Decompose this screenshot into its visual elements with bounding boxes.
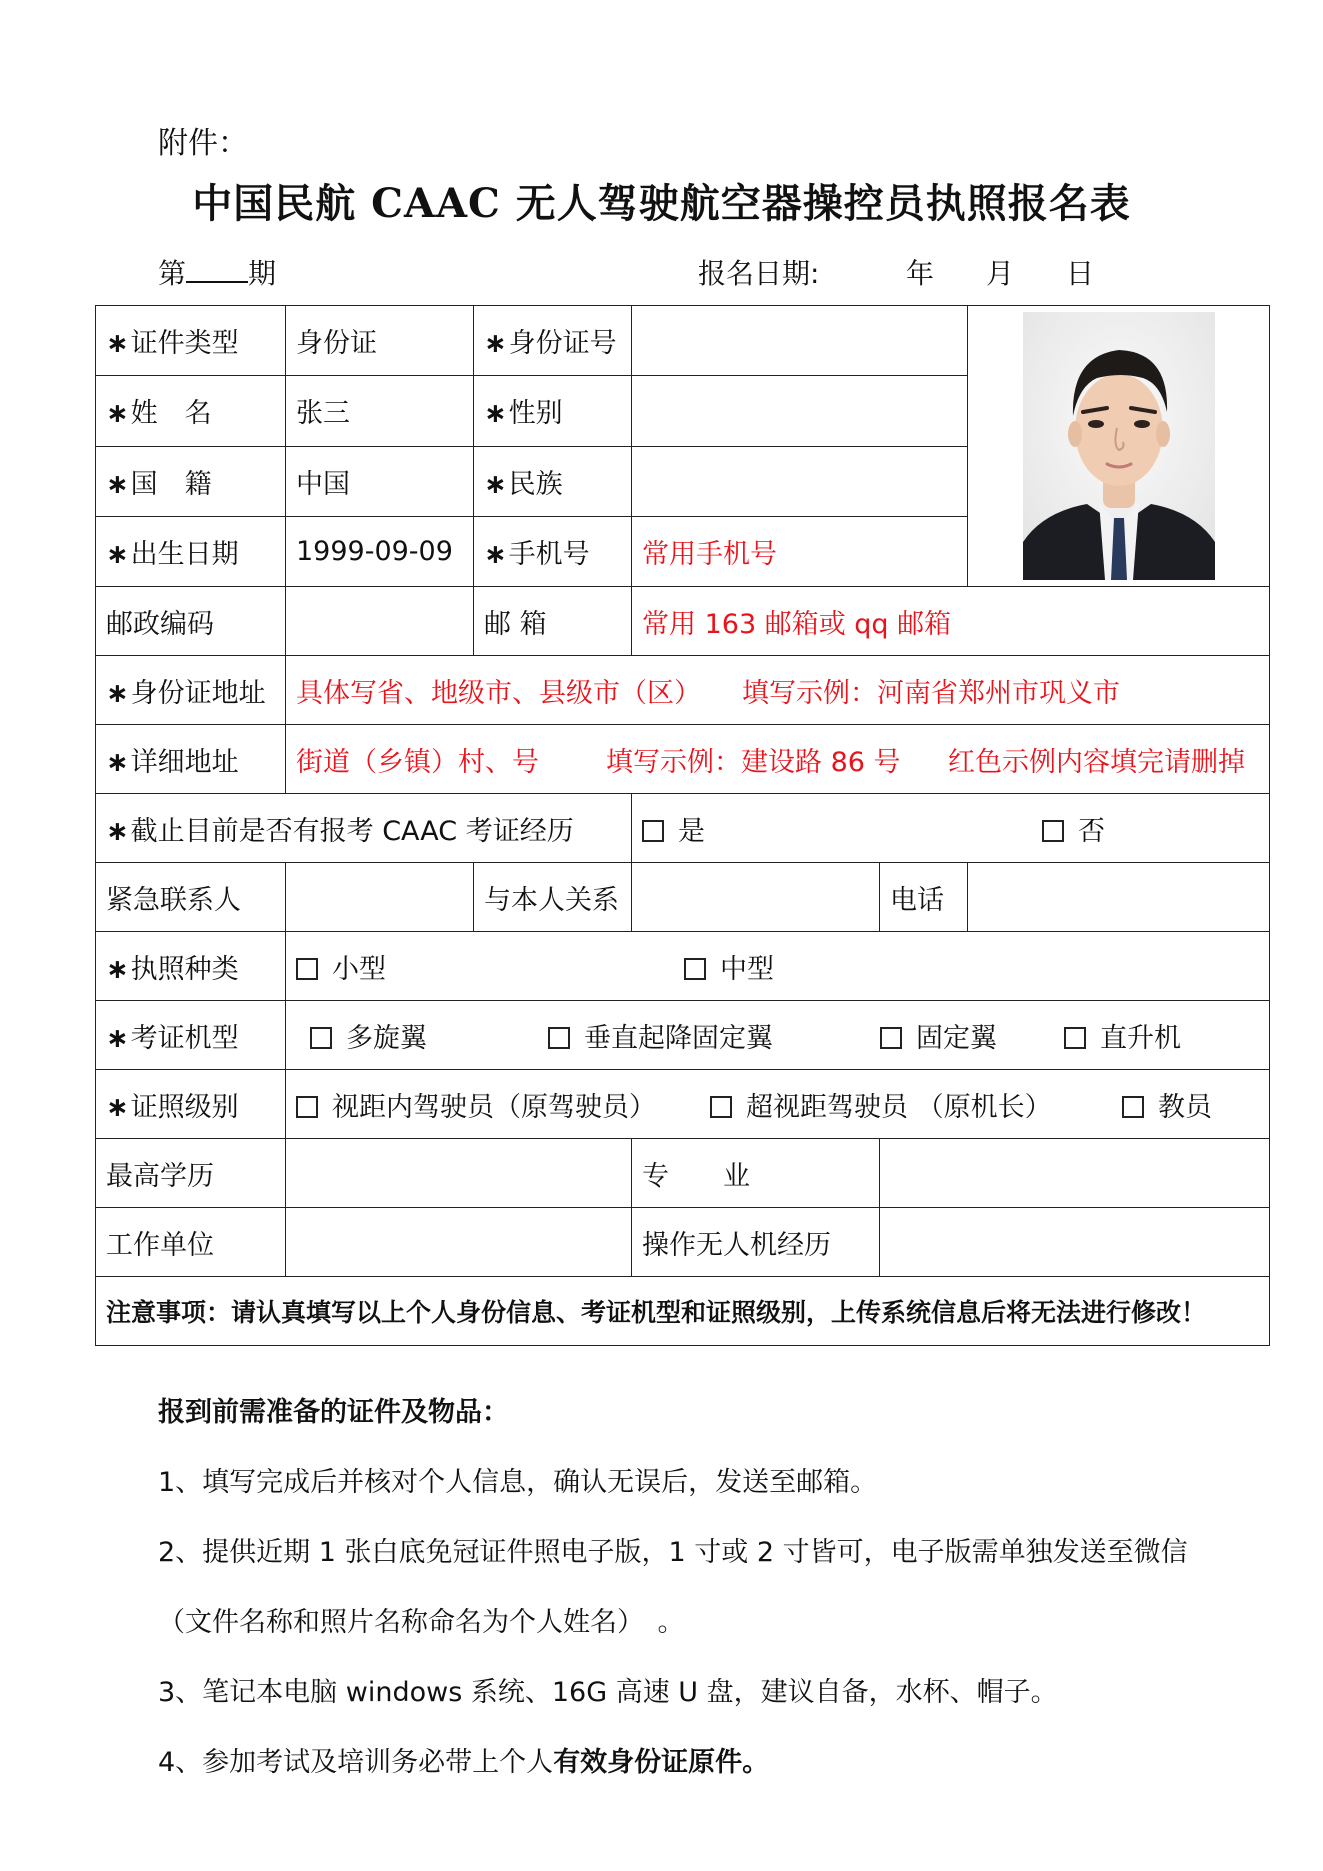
- drone-experience-label: 操作无人机经历: [632, 1208, 880, 1277]
- id-photo-icon: [1023, 312, 1215, 580]
- emergency-contact-label: 紧急联系人: [96, 863, 286, 932]
- checkbox-icon[interactable]: [310, 1027, 332, 1049]
- id-original-emphasis: 有效身份证原件。: [553, 1747, 770, 1778]
- preparation-item-2-note: （文件名称和照片名称命名为个人姓名） 。: [158, 1607, 685, 1638]
- gender-field[interactable]: [632, 376, 968, 446]
- id-number-label: ∗身份证号: [474, 306, 632, 376]
- id-address-example: 填写示例：河南省郑州市巩义市: [742, 677, 1120, 709]
- email-field[interactable]: 常用 163 邮箱或 qq 邮箱: [632, 587, 1270, 656]
- nationality-value[interactable]: 中国: [286, 446, 474, 516]
- caac-history-label: ∗截止目前是否有报考 CAAC 考证经历: [96, 794, 632, 863]
- phone-label: ∗手机号: [474, 516, 632, 586]
- checkbox-icon[interactable]: [296, 1096, 318, 1118]
- vtol-option[interactable]: 垂直起降固定翼: [548, 1016, 880, 1055]
- page-title: 中国民航 CAAC 无人驾驶航空器操控员执照报名表: [192, 180, 1131, 227]
- aircraft-type-label: ∗考证机型: [96, 1001, 286, 1070]
- license-small-option[interactable]: 小型: [296, 947, 684, 986]
- license-level-options: [286, 1070, 1270, 1139]
- ethnicity-label: ∗民族: [474, 446, 632, 516]
- detail-address-label: ∗详细地址: [96, 725, 286, 794]
- workplace-field[interactable]: [286, 1208, 632, 1277]
- checkbox-icon[interactable]: [548, 1027, 570, 1049]
- workplace-label: 工作单位: [96, 1208, 286, 1277]
- reg-date-month: 月: [986, 257, 1015, 290]
- checkbox-icon[interactable]: [1064, 1027, 1086, 1049]
- vlos-pilot-option[interactable]: 视距内驾驶员（原驾驶员）: [296, 1085, 710, 1124]
- period-blank[interactable]: [186, 255, 248, 283]
- relation-field[interactable]: [632, 863, 880, 932]
- detail-address-field[interactable]: [286, 725, 1270, 794]
- multirotor-option[interactable]: 多旋翼: [310, 1016, 548, 1055]
- license-type-options: [286, 932, 1270, 1001]
- drone-experience-field[interactable]: [880, 1208, 1270, 1277]
- emergency-phone-label: 电话: [880, 863, 968, 932]
- id-type-label: ∗证件类型: [96, 306, 286, 376]
- checkbox-icon[interactable]: [642, 820, 664, 842]
- license-type-label: ∗执照种类: [96, 932, 286, 1001]
- id-address-hint: 具体写省、地级市、县级市（区）: [296, 677, 701, 709]
- period-field: [158, 252, 276, 292]
- gender-label: ∗性别: [474, 376, 632, 446]
- checkbox-icon[interactable]: [296, 958, 318, 980]
- preparation-item-3: 3、笔记本电脑 windows 系统、16G 高速 U 盘，建议自备，水杯、帽子。: [158, 1677, 1058, 1708]
- registration-form: [95, 305, 1270, 1346]
- education-label: 最高学历: [96, 1139, 286, 1208]
- id-number-field[interactable]: [632, 306, 968, 376]
- checkbox-icon[interactable]: [880, 1027, 902, 1049]
- postal-code-field[interactable]: [286, 587, 474, 656]
- registration-date: [698, 252, 1094, 292]
- major-field[interactable]: [880, 1139, 1270, 1208]
- bvlos-pilot-option[interactable]: 超视距驾驶员 （原机长）: [710, 1085, 1122, 1124]
- emergency-contact-field[interactable]: [286, 863, 474, 932]
- preparation-item-1: 1、填写完成后并核对个人信息，确认无误后，发送至邮箱。: [158, 1467, 878, 1498]
- instructor-option[interactable]: 教员: [1122, 1085, 1212, 1124]
- emergency-phone-field[interactable]: [968, 863, 1270, 932]
- name-label: ∗姓 名: [96, 376, 286, 446]
- checkbox-icon[interactable]: [1042, 820, 1064, 842]
- birth-date-value[interactable]: 1999-09-09: [286, 516, 474, 586]
- preparation-heading: 报到前需准备的证件及物品：: [158, 1397, 509, 1428]
- preparation-item-4: 4、参加考试及培训务必带上个人有效身份证原件。: [158, 1747, 770, 1778]
- checkbox-icon[interactable]: [1122, 1096, 1144, 1118]
- email-label: 邮 箱: [474, 587, 632, 656]
- detail-address-delete-note: 红色示例内容填完请删掉: [948, 746, 1245, 778]
- ethnicity-field[interactable]: [632, 446, 968, 516]
- name-value[interactable]: 张三: [286, 376, 474, 446]
- caac-history-no[interactable]: 否: [1042, 809, 1105, 848]
- license-medium-option[interactable]: 中型: [684, 947, 774, 986]
- period-suffix: 期: [248, 257, 277, 290]
- education-field[interactable]: [286, 1139, 632, 1208]
- id-address-label: ∗身份证地址: [96, 656, 286, 725]
- attachment-label: 附件：: [158, 126, 248, 161]
- nationality-label: ∗国 籍: [96, 446, 286, 516]
- relation-label: 与本人关系: [474, 863, 632, 932]
- major-label: 专 业: [632, 1139, 880, 1208]
- checkbox-icon[interactable]: [710, 1096, 732, 1118]
- detail-address-example: 填写示例：建设路 86 号: [606, 746, 901, 778]
- aircraft-type-options: [286, 1001, 1270, 1070]
- reg-date-label: 报名日期:: [698, 257, 820, 290]
- detail-address-hint: 街道（乡镇）村、号: [296, 746, 539, 778]
- notice: 注意事项：请认真填写以上个人身份信息、考证机型和证照级别，上传系统信息后将无法进行修改！: [96, 1277, 1270, 1346]
- preparation-item-2: 2、提供近期 1 张白底免冠证件照电子版，1 寸或 2 寸皆可，电子版需单独发送至微信: [158, 1537, 1188, 1568]
- id-type-value[interactable]: 身份证: [286, 306, 474, 376]
- period-prefix: 第: [158, 257, 187, 290]
- checkbox-icon[interactable]: [684, 958, 706, 980]
- license-level-label: ∗证照级别: [96, 1070, 286, 1139]
- phone-field[interactable]: 常用手机号: [632, 516, 968, 586]
- birth-date-label: ∗出生日期: [96, 516, 286, 586]
- id-address-field[interactable]: [286, 656, 1270, 725]
- caac-history-options: [632, 794, 1270, 863]
- helicopter-option[interactable]: 直升机: [1064, 1016, 1181, 1055]
- reg-date-day: 日: [1066, 257, 1095, 290]
- reg-date-year: 年: [906, 257, 935, 290]
- caac-history-yes[interactable]: 是: [642, 809, 1042, 848]
- id-photo: [968, 306, 1270, 587]
- fixed-wing-option[interactable]: 固定翼: [880, 1016, 1064, 1055]
- postal-code-label: 邮政编码: [96, 587, 286, 656]
